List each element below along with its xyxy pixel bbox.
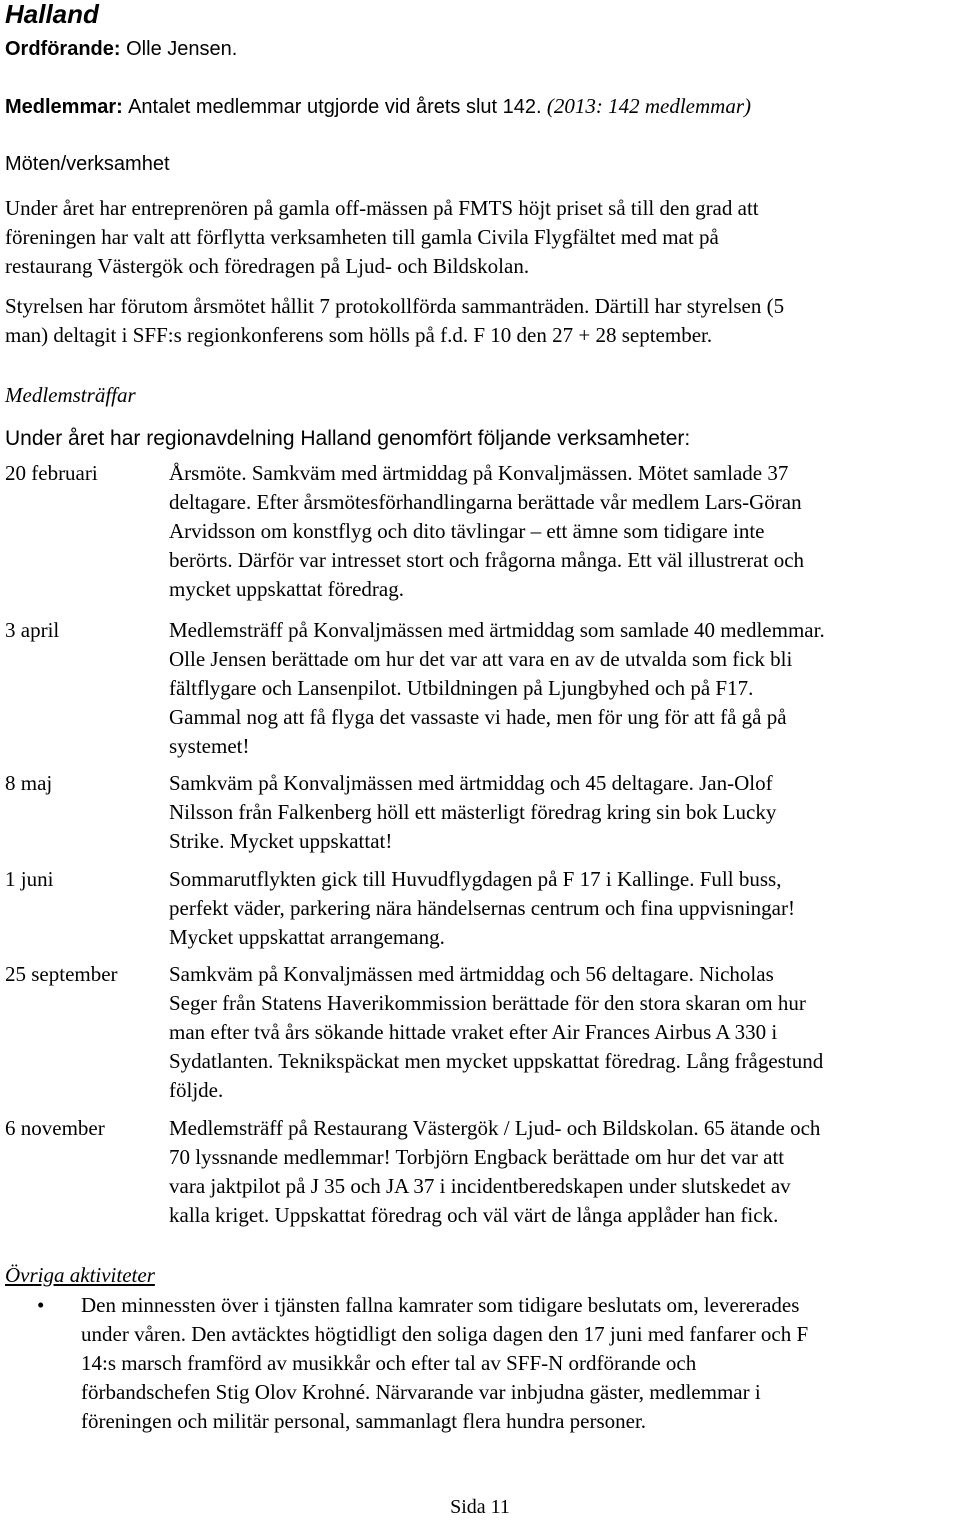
event-date: 8 maj <box>5 771 53 795</box>
members-line <box>5 92 957 121</box>
board-line: man) deltagit i SFF:s regionkonferens som hölls på f.d. F 10 den 27 + 28 september. <box>5 323 713 347</box>
event-line: Seger från Statens Haverikommission berättade för den stora skaran om hur <box>169 991 806 1015</box>
event-date: 20 februari <box>5 461 98 485</box>
event-line: Medlemsträff på Restaurang Västergök / Ljud- och Bildskolan. 65 ätande och <box>169 1116 821 1140</box>
other-heading: Övriga aktiviteter <box>5 1263 155 1287</box>
page-number: Sida 11 <box>450 1496 510 1518</box>
meetings-line: restaurang Västergök och föredragen på Ljud- och Bildskolan. <box>5 254 530 278</box>
members-value: Antalet medlemmar utgjorde vid årets slut 142. <box>128 96 542 118</box>
meetings-heading: Möten/verksamhet <box>5 153 170 175</box>
event-line: Gammal nog att få flyga det vassaste vi hade, men för ung för att få gå på <box>169 705 787 729</box>
event-date: 25 september <box>5 962 118 986</box>
board-paragraph <box>5 292 957 350</box>
event-line: fältflygare och Lansenpilot. Utbildningen på Ljungbyhed och på F17. <box>169 676 754 700</box>
event-date: 3 april <box>5 618 60 642</box>
event-line: systemet! <box>169 734 250 758</box>
event-line: man efter två års sökande hittade vraket efter Air Frances Airbus A 330 i <box>169 1020 778 1044</box>
event-line: Strike. Mycket uppskattat! <box>169 829 393 853</box>
meetups-heading: Medlemsträffar <box>5 383 136 407</box>
event-line: Årsmöte. Samkväm med ärtmiddag på Konvaljmässen. Mötet samlade 37 <box>169 461 789 485</box>
other-line: föreningen och militär personal, sammanlagt flera hundra personer. <box>81 1409 647 1433</box>
event-line: vara jaktpilot på J 35 och JA 37 i incidentberedskapen under slutskedet av <box>169 1174 791 1198</box>
event-description <box>169 769 960 856</box>
event-description <box>169 616 960 761</box>
chair-value: Olle Jensen. <box>126 38 238 60</box>
event-line: följde. <box>169 1078 224 1102</box>
event-line: deltagare. Efter årsmötesförhandlingarna berättade vår medlem Lars-Göran <box>169 490 802 514</box>
meetings-paragraph <box>5 194 957 281</box>
event-line: perfekt väder, parkering nära händelsernas centrum och fina uppvisningar! <box>169 896 795 920</box>
event-line: mycket uppskattat föredrag. <box>169 577 404 601</box>
page-title: Halland <box>5 0 99 29</box>
event-line: Mycket uppskattat arrangemang. <box>169 925 445 949</box>
other-line: 14:s marsch framförd av musikkår och efter tal av SFF-N ordförande och <box>81 1351 697 1375</box>
event-description <box>169 459 960 604</box>
other-line: förbandschefen Stig Olov Krohné. Närvarande var inbjudna gäster, medlemmar i <box>81 1380 761 1404</box>
meetings-line: Under året har entreprenören på gamla off-mässen på FMTS höjt priset så till den grad att <box>5 196 759 220</box>
event-line: Nilsson från Falkenberg höll ett mästerligt föredrag kring sin bok Lucky <box>169 800 777 824</box>
event-line: Sydatlanten. Teknikspäckat men mycket uppskattat föredrag. Lång frågestund <box>169 1049 824 1073</box>
event-line: Samkväm på Konvaljmässen med ärtmiddag och 56 deltagare. Nicholas <box>169 962 774 986</box>
event-description <box>169 1114 960 1230</box>
board-line: Styrelsen har förutom årsmötet hållit 7 protokollförda sammanträden. Därtill har styrelsen (5 <box>5 294 785 318</box>
meetups-intro: Under året har regionavdelning Halland genomfört följande verksamheter: <box>5 427 691 450</box>
other-line: Den minnessten över i tjänsten fallna kamrater som tidigare beslutats om, levererades <box>81 1293 800 1317</box>
chair-label: Ordförande: <box>5 38 121 60</box>
event-line: 70 lyssnande medlemmar! Torbjörn Engback berättade om hur det var att <box>169 1145 785 1169</box>
event-line: kalla kriget. Uppskattat föredrag och väl värt de långa applåder han fick. <box>169 1203 779 1227</box>
event-description <box>169 865 960 952</box>
event-line: berörts. Därför var intresset stort och frågorna många. Ett väl illustrerat och <box>169 548 805 572</box>
meetings-line: föreningen har valt att förflytta verksamheten till gamla Civila Flygfältet med mat på <box>5 225 719 249</box>
other-bullet-text <box>81 1291 960 1436</box>
event-description <box>169 960 960 1105</box>
event-line: Arvidsson om konstflyg och dito tävlingar – ett ämne som tidigare inte <box>169 519 765 543</box>
event-date: 6 november <box>5 1116 105 1140</box>
members-note: (2013: 142 medlemmar) <box>546 94 751 118</box>
event-line: Sommarutflykten gick till Huvudflygdagen på F 17 i Kallinge. Full buss, <box>169 867 782 891</box>
event-line: Medlemsträff på Konvaljmässen med ärtmiddag som samlade 40 medlemmar. <box>169 618 825 642</box>
event-date: 1 juni <box>5 867 54 891</box>
chair-line <box>5 35 957 63</box>
bullet-icon: • <box>37 1293 45 1317</box>
event-line: Olle Jensen berättade om hur det var att vara en av de utvalda som fick bli <box>169 647 793 671</box>
event-line: Samkväm på Konvaljmässen med ärtmiddag och 45 deltagare. Jan-Olof <box>169 771 773 795</box>
other-line: under våren. Den avtäcktes högtidligt den soliga dagen den 17 juni med fanfarer och F <box>81 1322 809 1346</box>
members-label: Medlemmar: <box>5 96 123 118</box>
